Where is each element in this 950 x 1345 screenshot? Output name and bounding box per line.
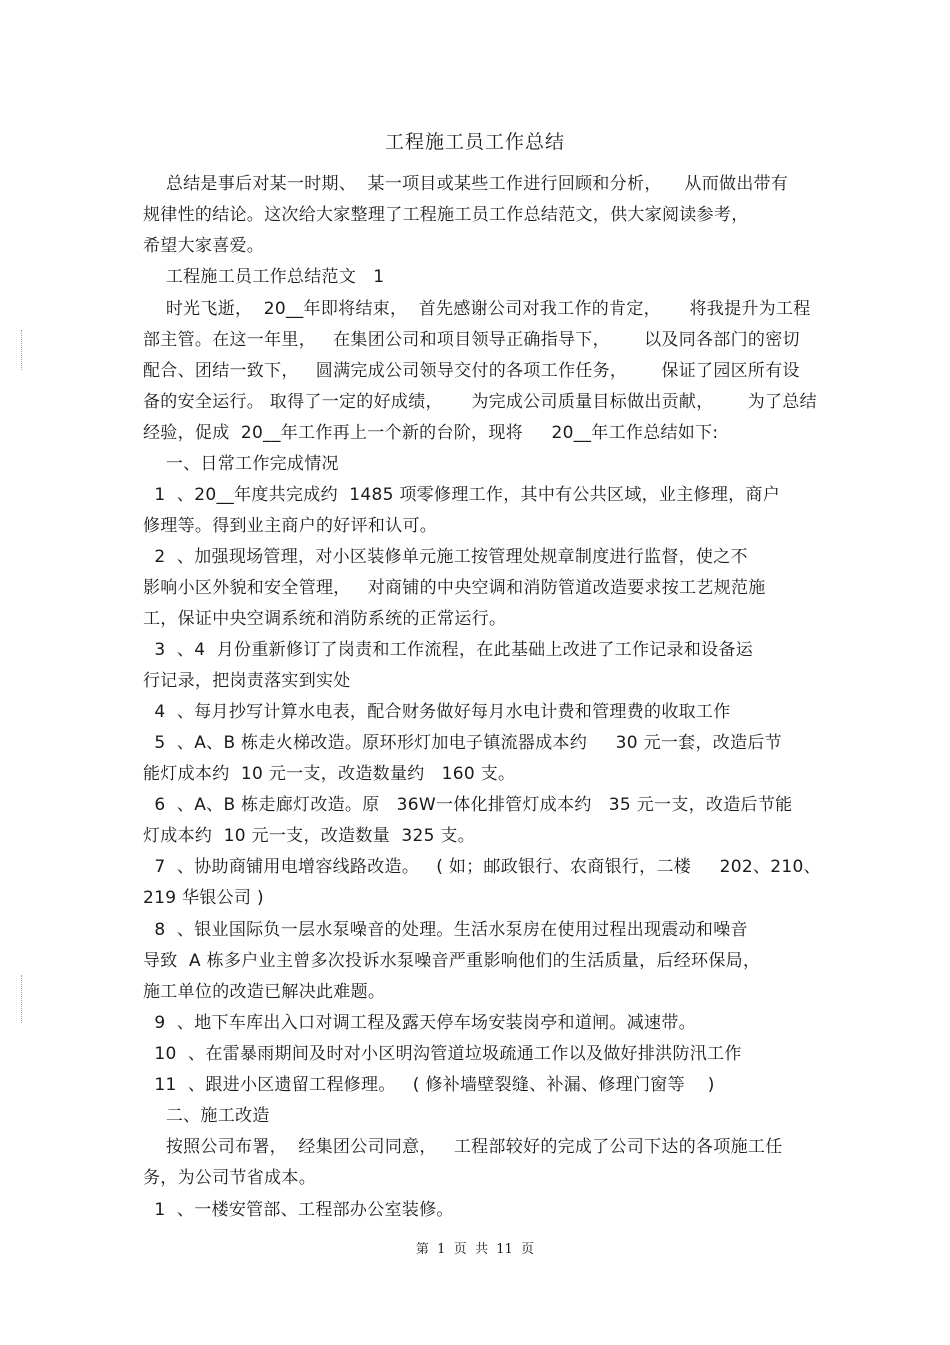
body-line: 影响小区外貌和安全管理， 对商铺的中央空调和消防管道改造要求按工艺规范施 [143, 578, 766, 598]
body-line: 经验，促成 20__年工作再上一个新的台阶，现将 20__年工作总结如下: [143, 423, 719, 443]
body-line: 导致 A 栋多户业主曾多次投诉水泵噪音严重影响他们的生活质量，后经环保局， [143, 951, 761, 971]
body-line: 工，保证中央空调系统和消防系统的正常运行。 [143, 609, 507, 629]
body-line: 配合、团结一致下， 圆满完成公司领导交付的各项工作任务， 保证了园区所有设 [143, 361, 800, 381]
body-line: 工程施工员工作总结范文 1 [143, 267, 385, 287]
body-line: 11 、跟进小区遗留工程修理。 ( 修补墙壁裂缝、补漏、修理门窗等 ) [143, 1075, 715, 1095]
body-line: 行记录，把岗责落实到实处 [143, 671, 351, 691]
body-line: 二、施工改造 [143, 1106, 270, 1126]
body-line: 5 、A、B 栋走火梯改造。原环形灯加电子镇流器成本约 30 元一套，改造后节 [143, 733, 782, 753]
page-footer: 第 1 页 共 11 页 [415, 1242, 535, 1257]
body-line: 219 华银公司 ) [143, 888, 264, 908]
body-line: 备的安全运行。 取得了一定的好成绩， 为完成公司质量目标做出贡献， 为了总结 [143, 392, 817, 412]
margin-mark-top [21, 330, 22, 370]
body-line: 3 、4 月份重新修订了岗责和工作流程，在此基础上改进了工作记录和设备运 [143, 640, 754, 660]
body-line: 按照公司布署， 经集团公司同意， 工程部较好的完成了公司下达的各项施工任 [143, 1137, 783, 1157]
body-line: 一、日常工作完成情况 [143, 454, 339, 474]
body-line: 1 、一楼安管部、工程部办公室装修。 [143, 1200, 454, 1220]
body-line: 10 、在雷暴雨期间及时对小区明沟管道垃圾疏通工作以及做好排洪防汛工作 [143, 1044, 742, 1064]
body-line: 4 、每月抄写计算水电表，配合财务做好每月水电计费和管理费的收取工作 [143, 702, 731, 722]
body-line: 2 、加强现场管理，对小区装修单元施工按管理处规章制度进行监督，使之不 [143, 547, 748, 567]
body-line: 修理等。得到业主商户的好评和认可。 [143, 516, 438, 536]
body-line: 部主管。在这一年里， 在集团公司和项目领导正确指导下， 以及同各部门的密切 [143, 330, 800, 350]
body-line: 务，为公司节省成本。 [143, 1168, 316, 1188]
body-line: 施工单位的改造已解决此难题。 [143, 982, 386, 1002]
body-line: 7 、协助商铺用电增容线路改造。 ( 如；邮政银行、农商银行，二楼 202、210、 [143, 857, 821, 877]
body-line: 6 、A、B 栋走廊灯改造。原 36W一体化排管灯成本约 35 元一支，改造后节能 [143, 795, 793, 815]
body-line: 灯成本约 10 元一支，改造数量 325 支。 [143, 826, 476, 846]
body-line: 时光飞逝， 20__年即将结束， 首先感谢公司对我工作的肯定， 将我提升为工程 [143, 299, 811, 319]
body-line: 能灯成本约 10 元一支，改造数量约 160 支。 [143, 764, 516, 784]
body-line: 总结是事后对某一时期、 某一项目或某些工作进行回顾和分析， 从而做出带有 [143, 174, 789, 194]
margin-mark-bottom [21, 975, 22, 1023]
body-line: 规律性的结论。这次给大家整理了工程施工员工作总结范文，供大家阅读参考， [143, 205, 749, 225]
body-line: 1 、20__年度共完成约 1485 项零修理工作，其中有公共区域，业主修理，商户 [143, 485, 781, 505]
body-line: 希望大家喜爱。 [143, 236, 265, 256]
document-title: 工程施工员工作总结 [384, 131, 565, 153]
body-line: 9 、地下车库出入口对调工程及露天停车场安装岗亭和道闸。减速带。 [143, 1013, 696, 1033]
body-line: 8 、银业国际负一层水泵噪音的处理。生活水泵房在使用过程出现震动和噪音 [143, 920, 748, 940]
